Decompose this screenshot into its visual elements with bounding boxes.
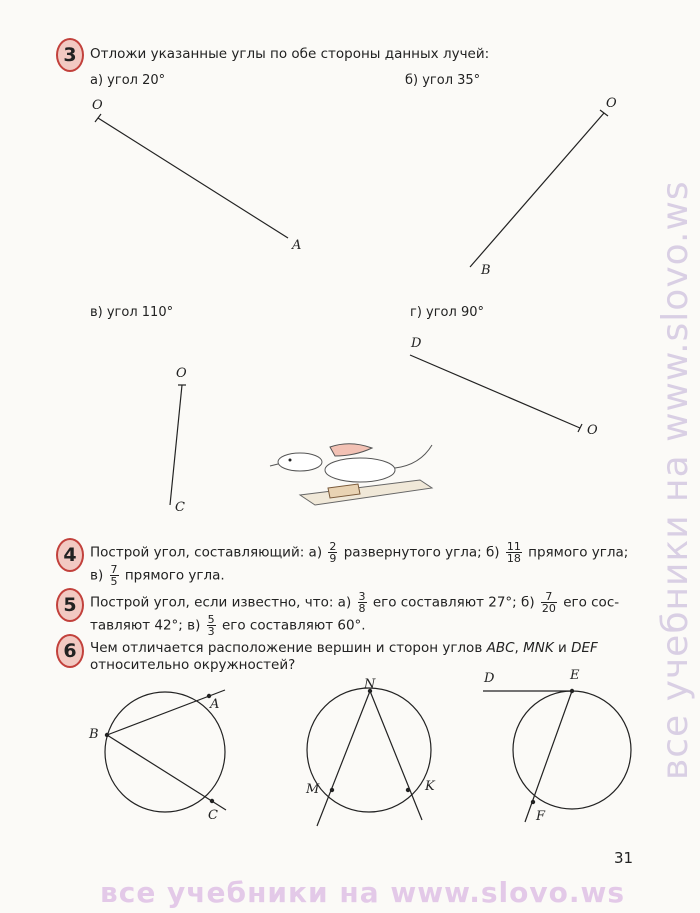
circle-abc xyxy=(105,692,225,812)
ray-nk xyxy=(370,691,422,820)
point-b xyxy=(105,733,109,737)
label-circ-b: B xyxy=(89,727,99,742)
label-o4: O xyxy=(587,423,598,438)
mouse-illustration xyxy=(270,444,432,505)
label-o1: O xyxy=(92,98,103,113)
ray-od xyxy=(410,355,580,428)
label-circ-k: K xyxy=(425,779,435,794)
ray-oa xyxy=(98,118,288,238)
circle-def xyxy=(513,691,631,809)
label-a: A xyxy=(292,238,302,253)
task-4-text: Построй угол, составляющий: а) $\frac{2}{9}$ развернутого угла; б) $\frac{11}{18}$ прямого угла; в) $\frac{7}{5}$ прямого угла. xyxy=(90,540,629,588)
task-5-text: Построй угол, если известно, что: а) $\frac{3}{8}$ его составляют 27°; б) $\frac{7}{20}$ его сос- тавляют 42°; в) $\frac{5}{3}$ его составляют 60°. xyxy=(90,590,620,638)
ray-bc xyxy=(107,735,226,810)
fraction-11-18: $\frac{11}{18}$ xyxy=(506,540,521,565)
point-f xyxy=(531,800,535,804)
fraction-7-5: $\frac{7}{5}$ xyxy=(110,563,118,588)
task-3v-label: в) угол 110° xyxy=(90,305,174,320)
point-e xyxy=(570,689,574,693)
label-circ-e: E xyxy=(570,668,580,683)
task-3g-label: г) угол 90° xyxy=(410,305,484,320)
task-badge-4: 4 xyxy=(56,538,84,572)
label-circ-d: D xyxy=(484,671,495,686)
ray-oa-tick xyxy=(95,114,101,122)
label-d1: D xyxy=(411,336,422,351)
label-b: B xyxy=(481,263,491,278)
task-3-text: Отложи указанные углы по обе стороны данных лучей: xyxy=(90,46,490,62)
label-o2: O xyxy=(606,96,617,111)
label-circ-n: N xyxy=(364,677,376,692)
task-3a-label: а) угол 20° xyxy=(90,73,166,88)
point-c xyxy=(210,799,214,803)
page-number: 31 xyxy=(614,849,634,867)
label-circ-a: A xyxy=(210,697,220,712)
fraction-3-8: $\frac{3}{8}$ xyxy=(358,590,366,615)
watermark-bottom: все учебники на www.slovo.ws xyxy=(100,876,625,909)
task-6-text: Чем отличается расположение вершин и сторон углов ABC, MNK и DEF относительно окружностей? xyxy=(90,640,598,673)
fraction-5-3: $\frac{5}{3}$ xyxy=(207,613,215,638)
task-3b-label: б) угол 35° xyxy=(405,73,481,88)
ray-oc xyxy=(170,385,182,505)
task-badge-6: 6 xyxy=(56,634,84,668)
circle-mnk xyxy=(307,688,431,812)
ray-ob xyxy=(470,113,604,267)
label-circ-m: M xyxy=(306,782,320,797)
watermark-side: все учебники на www.slovo.ws xyxy=(655,180,696,780)
label-circ-f: F xyxy=(536,809,546,824)
task-badge-5: 5 xyxy=(56,588,84,622)
label-circ-c: C xyxy=(208,808,218,823)
point-m xyxy=(330,788,334,792)
fraction-7-20: $\frac{7}{20}$ xyxy=(541,590,556,615)
label-o3: O xyxy=(176,366,187,381)
fraction-2-9: $\frac{2}{9}$ xyxy=(329,540,337,565)
task-badge-3: 3 xyxy=(56,38,84,72)
label-c1: C xyxy=(175,500,185,515)
point-k xyxy=(406,788,410,792)
ray-nm xyxy=(317,691,370,826)
